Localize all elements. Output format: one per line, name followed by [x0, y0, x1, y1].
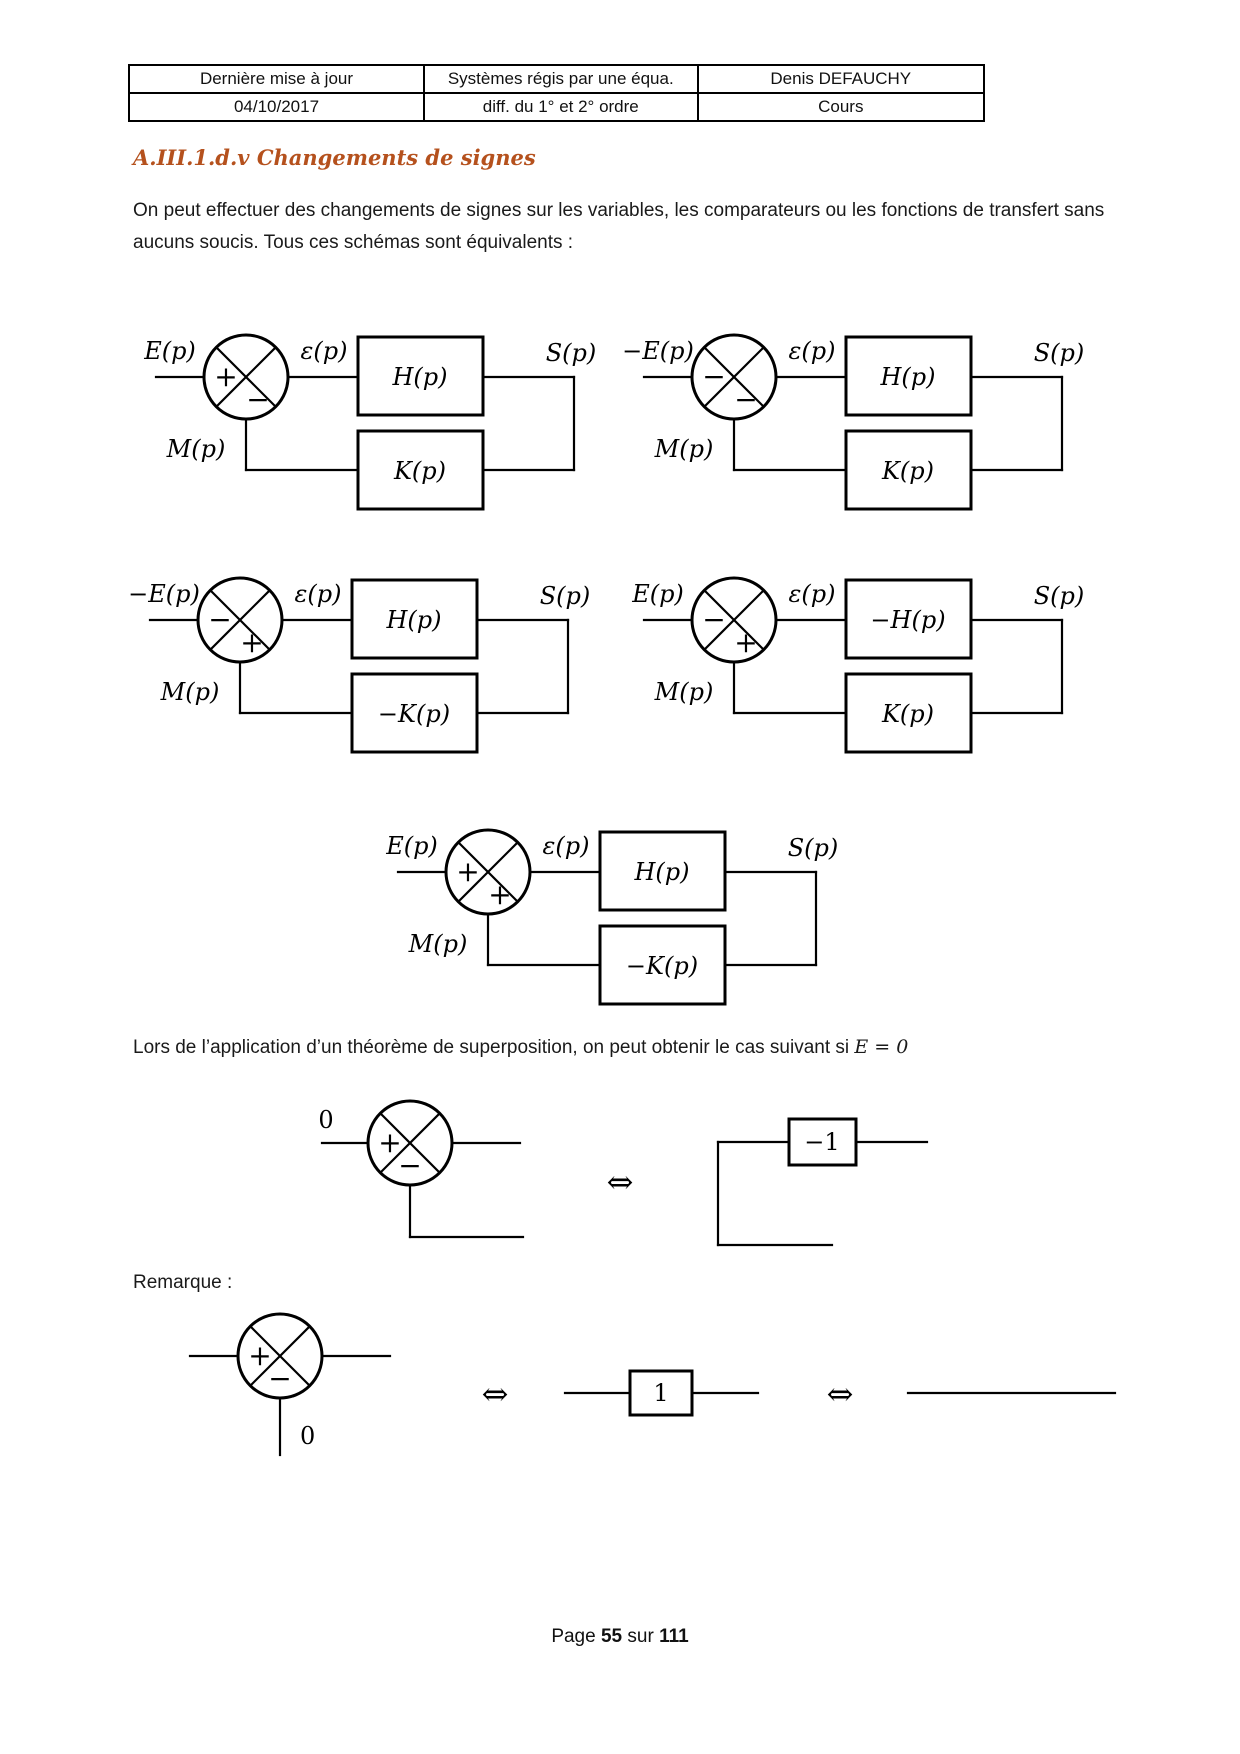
equivalence-icon: ⇔ — [606, 1163, 634, 1201]
summing-junction — [692, 335, 776, 419]
forward-label: H(p) — [880, 363, 936, 391]
equivalence-icon: ⇔ — [826, 1375, 854, 1413]
epsilon-label: ε(p) — [542, 832, 590, 860]
epsilon-label: ε(p) — [300, 337, 348, 365]
superposition-math: E = 0 — [854, 1036, 909, 1058]
block-diagram-5 — [370, 780, 850, 1015]
sign-bottom: − — [268, 1362, 292, 1395]
header-course-title-1: Systèmes régis par une équa. — [424, 65, 698, 93]
remark-diagram — [170, 1300, 1120, 1485]
footer-total-pages: 111 — [659, 1626, 689, 1647]
sign-bottom: − — [246, 383, 270, 416]
output-label: S(p) — [545, 339, 597, 367]
output-label: S(p) — [539, 582, 591, 610]
epsilon-label: ε(p) — [788, 337, 836, 365]
epsilon-label: ε(p) — [788, 580, 836, 608]
footer-page-number: 55 — [600, 1626, 623, 1647]
sign-bottom: − — [398, 1149, 422, 1182]
input-label: E(p) — [386, 832, 438, 860]
sign-left: + — [248, 1339, 272, 1372]
measure-label: M(p) — [166, 435, 226, 463]
superposition-paragraph — [133, 1036, 908, 1059]
input-label: −E(p) — [622, 337, 694, 365]
sign-left: − — [702, 603, 726, 636]
footer-prefix: Page — [551, 1626, 601, 1647]
summing-junction — [204, 335, 288, 419]
zero-input-label: 0 — [318, 1106, 334, 1134]
zero-case-diagram — [280, 1088, 960, 1273]
header-table — [128, 64, 985, 122]
sign-left: − — [208, 603, 232, 636]
gain-label: −1 — [804, 1128, 840, 1156]
output-label: S(p) — [1033, 339, 1085, 367]
sign-left: + — [456, 855, 480, 888]
block-diagram-1 — [128, 285, 608, 520]
header-author: Denis DEFAUCHY — [698, 65, 984, 93]
measure-label: M(p) — [408, 930, 468, 958]
forward-label: H(p) — [634, 858, 690, 886]
measure-label: M(p) — [160, 678, 220, 706]
forward-label: −H(p) — [870, 606, 946, 634]
feedback-block-label: −K(p) — [625, 952, 699, 980]
equivalence-icon: ⇔ — [481, 1375, 509, 1413]
summing-junction — [368, 1101, 452, 1185]
feedback-block-label: −K(p) — [377, 700, 451, 728]
summing-junction — [238, 1314, 322, 1398]
sign-bottom: + — [488, 878, 512, 911]
epsilon-label: ε(p) — [294, 580, 342, 608]
feedback-block-label: K(p) — [393, 457, 447, 485]
header-course-title-2: diff. du 1° et 2° ordre — [424, 93, 698, 121]
block-diagram-2 — [616, 285, 1096, 520]
sign-left: + — [214, 360, 238, 393]
output-label: S(p) — [1033, 582, 1085, 610]
input-label: E(p) — [144, 337, 196, 365]
measure-label: M(p) — [654, 678, 714, 706]
sign-bottom: + — [240, 626, 264, 659]
summing-junction — [692, 578, 776, 662]
input-label: E(p) — [632, 580, 684, 608]
output-label: S(p) — [787, 834, 839, 862]
page-footer — [0, 1626, 1240, 1648]
gain-label: 1 — [653, 1379, 669, 1407]
feedback-block-label: K(p) — [881, 700, 935, 728]
sign-left: + — [378, 1126, 402, 1159]
summing-junction — [446, 830, 530, 914]
footer-middle: sur — [622, 1626, 660, 1647]
sign-left: − — [702, 360, 726, 393]
block-diagram-4 — [616, 528, 1096, 763]
input-label: −E(p) — [128, 580, 200, 608]
sign-bottom: − — [734, 383, 758, 416]
remark-label: Remarque : — [133, 1272, 233, 1293]
header-last-update-label: Dernière mise à jour — [129, 65, 424, 93]
forward-label: H(p) — [386, 606, 442, 634]
summing-junction — [198, 578, 282, 662]
sign-bottom: + — [734, 626, 758, 659]
header-last-update-date: 04/10/2017 — [129, 93, 424, 121]
unity-gain-branch — [565, 1371, 758, 1415]
block-diagram-3 — [122, 528, 602, 763]
measure-label: M(p) — [654, 435, 714, 463]
feedback-block-label: K(p) — [881, 457, 935, 485]
minus-one-branch — [718, 1119, 927, 1245]
forward-label: H(p) — [392, 363, 448, 391]
section-title: A.III.1.d.v Changements de signes — [133, 145, 536, 170]
header-doc-type: Cours — [698, 93, 984, 121]
superposition-text: Lors de l’application d’un théorème de superposition, on peut obtenir le cas suivant si — [133, 1037, 855, 1058]
zero-label: 0 — [300, 1422, 316, 1450]
intro-paragraph: On peut effectuer des changements de signes sur les variables, les comparateurs ou les fonctions de transfert sans aucuns soucis. Tous ces schémas sont équivalents : — [133, 200, 1105, 253]
